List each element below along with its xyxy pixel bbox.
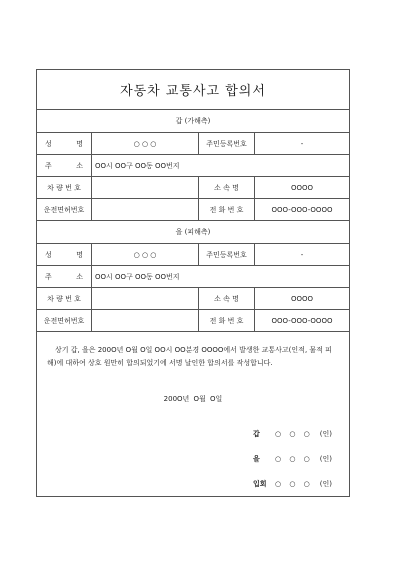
party-a-address-value: OO시 OO구 OO동 OO번지 [95,161,180,170]
party-a-plate-row [37,177,349,199]
party-b-phone-value: OOO-OOO-OOOO [271,316,333,325]
party-b-address-row [37,266,349,288]
license-label: 운전면허번호 [37,199,92,220]
party-a-header: 갑 (가해측) [37,110,349,133]
agreement-form [36,69,350,497]
address-label: 주 소 [37,155,92,176]
plate-label: 차 량 번 호 [37,288,92,309]
party-b-affiliation-value: OOOO [290,294,314,303]
signature-role: 입회 [253,480,267,488]
party-b-license-value [92,310,199,331]
party-a-affiliation-value: OOOO [290,183,314,192]
signature-role: 을 [253,455,260,463]
affiliation-label: 소 속 명 [199,177,255,198]
plate-label: 차 량 번 호 [37,177,92,198]
party-a-address-row [37,155,349,177]
party-a-name-row [37,133,349,155]
party-b-license-row [37,310,349,332]
phone-label: 전 화 번 호 [199,199,255,220]
party-b-address-value: OO시 OO구 OO동 OO번지 [95,272,180,281]
party-b-plate-row [37,288,349,310]
name-label: 성 명 [37,244,92,265]
seal-mark: (인) [319,430,333,438]
signature-party-b [253,454,332,464]
party-b-plate-value [92,288,199,309]
party-a-rrn-value: - [300,139,304,148]
party-a-phone-value: OOO-OOO-OOOO [271,205,333,214]
party-b-rrn-value: - [300,250,304,259]
document-title: 자동차 교통사고 합의서 [37,70,349,110]
name-label: 성 명 [37,133,92,154]
agreement-date: 200O년 O월 O일 [163,395,223,403]
signature-party-a [253,429,332,439]
party-a-license-value [92,199,199,220]
affiliation-label: 소 속 명 [199,288,255,309]
seal-mark: (인) [319,480,333,488]
signature-witness [253,479,332,489]
rrn-label: 주민등록번호 [199,133,255,154]
party-b-header: 을 (피해측) [37,221,349,244]
party-a-name-value: ○ ○ ○ [92,133,199,154]
rrn-label: 주민등록번호 [199,244,255,265]
signature-name: ○ ○ ○ [275,455,310,463]
seal-mark: (인) [319,455,333,463]
signature-name: ○ ○ ○ [275,430,310,438]
phone-label: 전 화 번 호 [199,310,255,331]
party-a-license-row [37,199,349,221]
party-b-name-row [37,244,349,266]
signature-name: ○ ○ ○ [275,480,310,488]
party-a-plate-value [92,177,199,198]
signature-role: 갑 [253,430,260,438]
agreement-statement: 상기 갑, 을은 200O년 O월 O일 OO시 OO분경 OOOO에서 발생한 교통사고(인적, 물적 피해)에 대하여 상호 원만히 합의되었기에 서명 날인한 합의서를 작성합니다. [47,346,332,367]
license-label: 운전면허번호 [37,310,92,331]
party-b-name-value: ○ ○ ○ [92,244,199,265]
address-label: 주 소 [37,266,92,287]
